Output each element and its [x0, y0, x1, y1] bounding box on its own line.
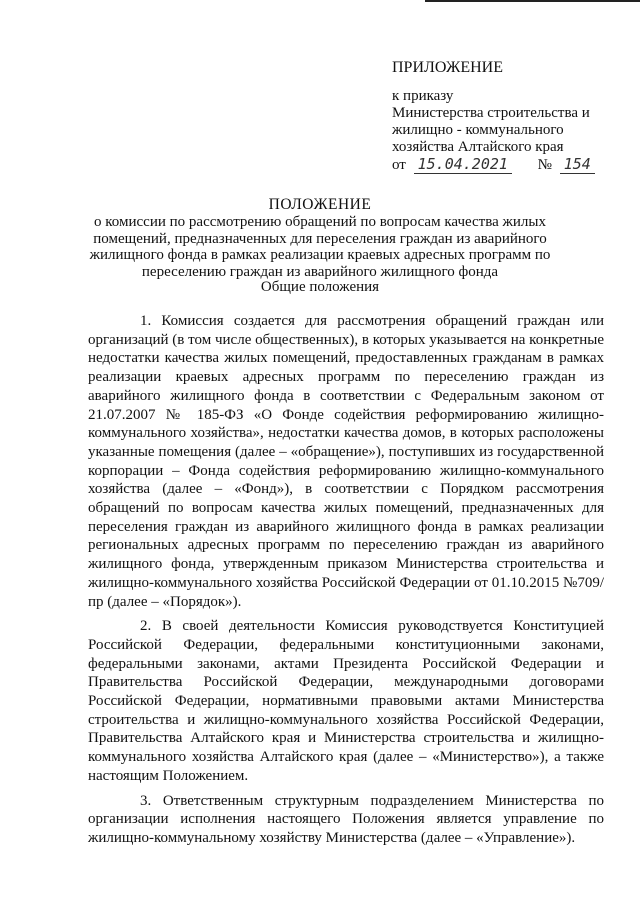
document-subtitle-line-1: о комиссии по рассмотрению обращений по вопросам качества жилых	[94, 214, 546, 230]
appendix-block	[392, 58, 622, 174]
paragraph-3: 3. Ответственным структурным подразделением Министерства по организации исполнения настоящего Положения является управление по жилищно-коммунальному хозяйству Министерства (далее – «Управление»).	[88, 792, 604, 846]
paragraph-2: 2. В своей деятельности Комиссия руководствуется Конституцией Российской Федерации, федеральными конституционными законами, федеральными законами, актами Президента Российской Федерации и Правительства Российской Федерации, международными договорами Российской Федерации, нормативными правовыми актами Министерства строительства и жилищно-коммунального хозяйства Российской Федерации, Правительства Алтайского края и Министерства строительства и жилищно-коммунального хозяйства Алтайского края (далее – «Министерство»), а также настоящим Положением.	[88, 618, 604, 784]
order-number-handwritten: 154	[560, 156, 595, 174]
order-date-handwritten: 15.04.2021	[414, 156, 512, 174]
appendix-line-1: к приказу	[392, 88, 454, 104]
appendix-reference	[392, 88, 622, 174]
appendix-title: ПРИЛОЖЕНИЕ	[392, 59, 504, 76]
section-title: Общие положения	[260, 279, 380, 295]
document-title: ПОЛОЖЕНИЕ	[268, 196, 372, 213]
appendix-line-4: хозяйства Алтайского края	[392, 139, 564, 155]
date-prefix: от	[392, 157, 406, 173]
scan-edge-line	[425, 0, 640, 2]
number-label: №	[537, 157, 552, 173]
document-heading	[40, 196, 600, 280]
document-body	[88, 312, 604, 854]
document-subtitle-line-2: помещений, предназначенных для переселения граждан из аварийного	[93, 230, 547, 247]
order-date-number-row	[392, 156, 622, 174]
document-subtitle-line-3: жилищного фонда в рамках реализации краевых адресных программ по	[89, 247, 551, 263]
appendix-line-2: Министерства строительства и	[392, 105, 590, 121]
paragraph-1: 1. Комиссия создается для рассмотрения обращений граждан или организаций (в том числе общественных), в которых указывается на конкретные недостатки качества жилых помещений, предоставленных гражданам в рамках реализации краевых адресных программ по переселению граждан из аварийного жилищного фонда в соответствии с Федеральным законом от 21.07.2007 № 185-ФЗ «О Фонде содействия реформированию жилищно-коммунального хозяйства», недостатки качества домов, в которых расположены указанные помещения (далее – «обращение»), поступивших из государственной корпорации – Фонда содействия реформированию жилищно-коммунального хозяйства (далее – «Фонд»), в соответствии с Порядком рассмотрения обращений по вопросам качества жилых помещений, предназначенных для переселения граждан из аварийного жилищного фонда в рамках реализации региональных адресных программ по переселению граждан из аварийного жилищного фонда, утвержденным приказом Министерства строительства и жилищно-коммунального хозяйства Российской Федерации от 01.10.2015 №709/пр (далее – «Порядок»).	[88, 313, 604, 610]
document-subtitle-line-4: переселению граждан из аварийного жилищного фонда	[141, 263, 499, 280]
appendix-line-3: жилищно - коммунального	[392, 122, 564, 138]
